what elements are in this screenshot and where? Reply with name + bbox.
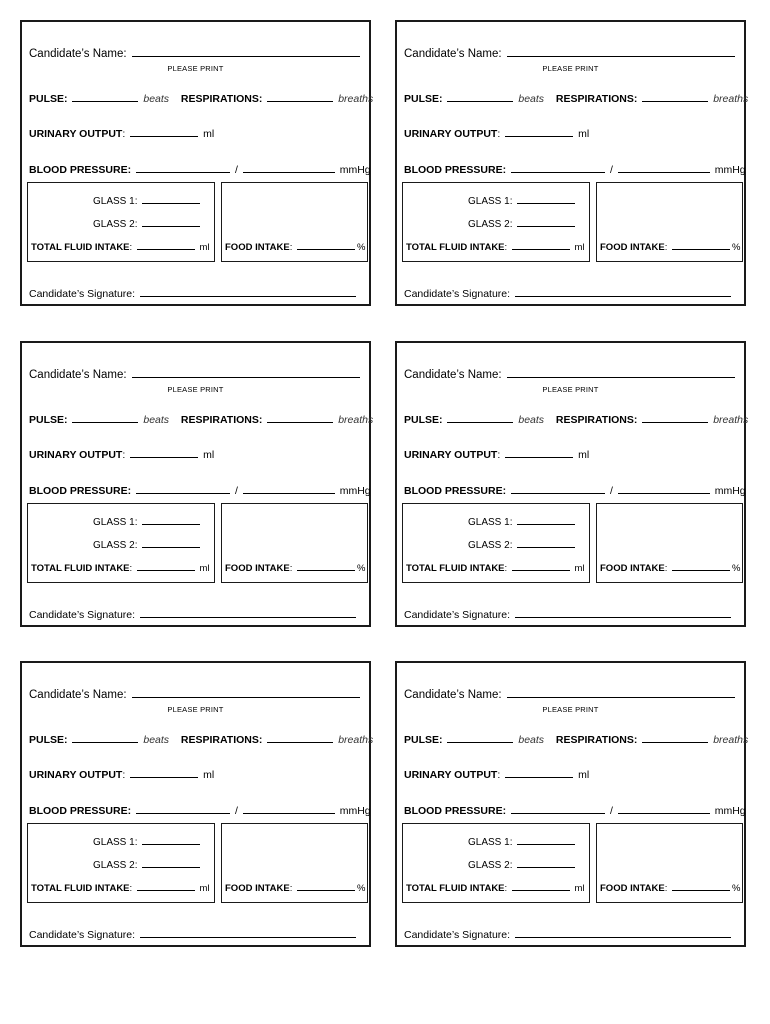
glass-2-field[interactable]: [142, 537, 200, 548]
signature-row: [404, 607, 738, 621]
pulse-field[interactable]: [447, 91, 513, 102]
total-fluid-label: TOTAL FLUID INTAKE: [31, 883, 130, 894]
pulse-field[interactable]: [447, 412, 513, 423]
urinary-colon: :: [497, 449, 501, 461]
respirations-label: RESPIRATIONS:: [555, 93, 638, 105]
food-intake-row: [600, 880, 740, 894]
urinary-colon: :: [497, 769, 501, 781]
candidate-name-field[interactable]: [507, 687, 735, 698]
food-intake-row: [225, 239, 365, 253]
pulse-respirations-row: [404, 91, 749, 105]
glass-1-row: [93, 834, 202, 848]
urinary-colon: :: [122, 128, 126, 140]
glass-1-label: GLASS 1:: [468, 837, 513, 848]
bp-slash: /: [234, 805, 238, 817]
mmhg-unit: mmHg: [714, 164, 746, 176]
glass-1-field[interactable]: [142, 514, 200, 525]
signature-field[interactable]: [515, 927, 731, 938]
food-intake-field[interactable]: [672, 239, 730, 250]
pulse-label: PULSE:: [29, 414, 68, 426]
beats-unit: beats: [518, 734, 545, 746]
percent-unit: %: [732, 563, 741, 574]
glass-2-field[interactable]: [517, 216, 575, 227]
urinary-output-field[interactable]: [130, 126, 198, 137]
candidate-name-label: Candidate’s Name:: [404, 369, 502, 381]
vitals-form-card: [395, 341, 749, 627]
total-fluid-field[interactable]: [137, 880, 195, 891]
systolic-field[interactable]: [511, 162, 605, 173]
glass-1-field[interactable]: [517, 834, 575, 845]
signature-field[interactable]: [140, 607, 356, 618]
urinary-colon: :: [122, 449, 126, 461]
total-fluid-row: [31, 880, 209, 894]
systolic-field[interactable]: [136, 803, 230, 814]
glass-2-row: [93, 537, 202, 551]
glass-1-row: [468, 514, 577, 528]
food-intake-colon: :: [289, 883, 293, 894]
urinary-output-label: URINARY OUTPUT: [29, 128, 123, 140]
please-print-note: PLEASE PRINT: [542, 385, 599, 394]
total-ml-unit: ml: [199, 883, 210, 894]
total-fluid-colon: :: [504, 563, 508, 574]
total-fluid-label: TOTAL FLUID INTAKE: [406, 563, 505, 574]
food-intake-box: [596, 182, 743, 262]
percent-unit: %: [357, 883, 366, 894]
blood-pressure-row: [29, 162, 371, 176]
fluid-intake-box: [402, 823, 590, 903]
pulse-field[interactable]: [72, 732, 138, 743]
candidate-name-label: Candidate’s Name:: [404, 48, 502, 60]
respirations-field[interactable]: [267, 412, 333, 423]
total-fluid-row: [406, 239, 584, 253]
food-intake-box: [596, 823, 743, 903]
signature-row: [404, 927, 738, 941]
urinary-output-label: URINARY OUTPUT: [29, 449, 123, 461]
signature-label: Candidate’s Signature:: [404, 288, 511, 300]
glass-1-label: GLASS 1:: [93, 837, 138, 848]
glass-2-row: [93, 216, 202, 230]
food-intake-box: [221, 503, 368, 583]
glass-2-row: [468, 857, 577, 871]
glass-2-label: GLASS 2:: [93, 540, 138, 551]
vitals-form-card: [395, 20, 749, 306]
respirations-label: RESPIRATIONS:: [180, 93, 263, 105]
glass-2-field[interactable]: [517, 857, 575, 868]
blood-pressure-label: BLOOD PRESSURE:: [29, 485, 132, 497]
total-fluid-row: [406, 880, 584, 894]
breaths-unit: breaths: [713, 734, 749, 746]
glass-1-label: GLASS 1:: [468, 517, 513, 528]
please-print-note: PLEASE PRINT: [167, 64, 224, 73]
glass-1-row: [93, 193, 202, 207]
glass-2-row: [93, 857, 202, 871]
food-intake-colon: :: [289, 563, 293, 574]
glass-1-label: GLASS 1:: [468, 196, 513, 207]
urinary-output-row: [404, 126, 738, 140]
candidate-name-label: Candidate’s Name:: [404, 689, 502, 701]
total-fluid-colon: :: [129, 563, 133, 574]
glass-1-row: [468, 193, 577, 207]
ml-unit: ml: [578, 449, 590, 461]
pulse-label: PULSE:: [29, 734, 68, 746]
signature-row: [29, 927, 363, 941]
blood-pressure-row: [29, 483, 371, 497]
pulse-field[interactable]: [447, 732, 513, 743]
fluid-intake-box: [27, 182, 215, 262]
food-intake-field[interactable]: [297, 880, 355, 891]
percent-unit: %: [357, 563, 366, 574]
blood-pressure-label: BLOOD PRESSURE:: [29, 164, 132, 176]
respirations-field[interactable]: [267, 91, 333, 102]
food-intake-field[interactable]: [672, 880, 730, 891]
urinary-output-field[interactable]: [130, 447, 198, 458]
please-print-note: PLEASE PRINT: [167, 705, 224, 714]
percent-unit: %: [357, 242, 366, 253]
pulse-respirations-row: [404, 732, 749, 746]
glass-1-field[interactable]: [142, 193, 200, 204]
food-intake-colon: :: [664, 563, 668, 574]
respirations-label: RESPIRATIONS:: [555, 414, 638, 426]
systolic-field[interactable]: [511, 483, 605, 494]
candidate-name-field[interactable]: [132, 367, 360, 378]
signature-field[interactable]: [140, 927, 356, 938]
vitals-form-card: [20, 661, 374, 947]
pulse-label: PULSE:: [404, 93, 443, 105]
urinary-output-field[interactable]: [505, 767, 573, 778]
food-intake-label: FOOD INTAKE: [225, 883, 290, 894]
systolic-field[interactable]: [136, 162, 230, 173]
urinary-output-label: URINARY OUTPUT: [404, 128, 498, 140]
fluid-intake-box: [27, 823, 215, 903]
percent-unit: %: [732, 883, 741, 894]
total-fluid-label: TOTAL FLUID INTAKE: [31, 242, 130, 253]
food-intake-field[interactable]: [297, 239, 355, 250]
candidate-name-field[interactable]: [507, 46, 735, 57]
urinary-output-field[interactable]: [505, 447, 573, 458]
total-fluid-field[interactable]: [512, 880, 570, 891]
total-fluid-colon: :: [129, 883, 133, 894]
candidate-name-field[interactable]: [132, 687, 360, 698]
bp-slash: /: [609, 485, 613, 497]
glass-2-label: GLASS 2:: [468, 860, 513, 871]
food-intake-row: [225, 560, 365, 574]
bp-slash: /: [609, 164, 613, 176]
food-intake-colon: :: [664, 883, 668, 894]
total-fluid-label: TOTAL FLUID INTAKE: [31, 563, 130, 574]
diastolic-field[interactable]: [618, 483, 710, 494]
respirations-label: RESPIRATIONS:: [180, 734, 263, 746]
vitals-form-card: [20, 20, 374, 306]
signature-label: Candidate’s Signature:: [404, 929, 511, 941]
food-intake-box: [221, 182, 368, 262]
respirations-field[interactable]: [642, 91, 708, 102]
glass-2-label: GLASS 2:: [468, 540, 513, 551]
food-intake-row: [600, 239, 740, 253]
candidate-name-row: [404, 367, 738, 381]
blood-pressure-label: BLOOD PRESSURE:: [404, 805, 507, 817]
urinary-output-row: [29, 447, 363, 461]
systolic-field[interactable]: [136, 483, 230, 494]
signature-row: [404, 286, 738, 300]
diastolic-field[interactable]: [618, 162, 710, 173]
candidate-name-label: Candidate’s Name:: [29, 369, 127, 381]
candidate-name-row: [29, 367, 363, 381]
ml-unit: ml: [203, 769, 215, 781]
fluid-intake-box: [402, 503, 590, 583]
please-print-note: PLEASE PRINT: [167, 385, 224, 394]
signature-row: [29, 286, 363, 300]
beats-unit: beats: [143, 93, 170, 105]
glass-1-label: GLASS 1:: [93, 517, 138, 528]
pulse-respirations-row: [404, 412, 749, 426]
total-ml-unit: ml: [199, 563, 210, 574]
fluid-intake-box: [27, 503, 215, 583]
diastolic-field[interactable]: [618, 803, 710, 814]
diastolic-field[interactable]: [243, 162, 335, 173]
pulse-label: PULSE:: [404, 414, 443, 426]
pulse-field[interactable]: [72, 412, 138, 423]
beats-unit: beats: [143, 734, 170, 746]
blood-pressure-label: BLOOD PRESSURE:: [404, 485, 507, 497]
ml-unit: ml: [203, 449, 215, 461]
total-fluid-colon: :: [129, 242, 133, 253]
diastolic-field[interactable]: [243, 803, 335, 814]
food-intake-label: FOOD INTAKE: [600, 563, 665, 574]
bp-slash: /: [234, 164, 238, 176]
food-intake-field[interactable]: [297, 560, 355, 571]
breaths-unit: breaths: [713, 93, 749, 105]
signature-field[interactable]: [515, 607, 731, 618]
respirations-label: RESPIRATIONS:: [180, 414, 263, 426]
beats-unit: beats: [518, 93, 545, 105]
food-intake-label: FOOD INTAKE: [225, 563, 290, 574]
candidate-name-row: [29, 46, 363, 60]
breaths-unit: breaths: [338, 734, 374, 746]
pulse-respirations-row: [29, 412, 374, 426]
glass-1-row: [468, 834, 577, 848]
bp-slash: /: [609, 805, 613, 817]
glass-2-label: GLASS 2:: [93, 219, 138, 230]
please-print-note: PLEASE PRINT: [542, 64, 599, 73]
mmhg-unit: mmHg: [339, 805, 371, 817]
urinary-output-label: URINARY OUTPUT: [29, 769, 123, 781]
food-intake-label: FOOD INTAKE: [600, 242, 665, 253]
breaths-unit: breaths: [338, 93, 374, 105]
urinary-output-row: [29, 767, 363, 781]
urinary-colon: :: [122, 769, 126, 781]
blood-pressure-row: [29, 803, 371, 817]
total-fluid-row: [31, 560, 209, 574]
ml-unit: ml: [578, 128, 590, 140]
mmhg-unit: mmHg: [714, 485, 746, 497]
food-intake-row: [600, 560, 740, 574]
total-fluid-row: [406, 560, 584, 574]
glass-2-field[interactable]: [517, 537, 575, 548]
mmhg-unit: mmHg: [714, 805, 746, 817]
food-intake-box: [221, 823, 368, 903]
beats-unit: beats: [518, 414, 545, 426]
total-fluid-colon: :: [504, 242, 508, 253]
urinary-output-field[interactable]: [130, 767, 198, 778]
percent-unit: %: [732, 242, 741, 253]
candidate-name-row: [404, 46, 738, 60]
candidate-name-label: Candidate’s Name:: [29, 689, 127, 701]
beats-unit: beats: [143, 414, 170, 426]
pulse-field[interactable]: [72, 91, 138, 102]
vitals-form-card: [395, 661, 749, 947]
ml-unit: ml: [578, 769, 590, 781]
glass-1-field[interactable]: [142, 834, 200, 845]
total-ml-unit: ml: [574, 883, 585, 894]
urinary-output-label: URINARY OUTPUT: [404, 769, 498, 781]
total-fluid-row: [31, 239, 209, 253]
food-intake-box: [596, 503, 743, 583]
signature-field[interactable]: [140, 286, 356, 297]
mmhg-unit: mmHg: [339, 485, 371, 497]
total-fluid-label: TOTAL FLUID INTAKE: [406, 883, 505, 894]
pulse-label: PULSE:: [404, 734, 443, 746]
glass-1-field[interactable]: [517, 193, 575, 204]
glass-2-field[interactable]: [142, 857, 200, 868]
respirations-field[interactable]: [642, 412, 708, 423]
pulse-respirations-row: [29, 91, 374, 105]
respirations-field[interactable]: [642, 732, 708, 743]
urinary-output-row: [404, 447, 738, 461]
glass-1-row: [93, 514, 202, 528]
glass-1-field[interactable]: [517, 514, 575, 525]
blood-pressure-row: [404, 483, 746, 497]
food-intake-colon: :: [664, 242, 668, 253]
urinary-output-label: URINARY OUTPUT: [404, 449, 498, 461]
urinary-colon: :: [497, 128, 501, 140]
blood-pressure-label: BLOOD PRESSURE:: [29, 805, 132, 817]
mmhg-unit: mmHg: [339, 164, 371, 176]
signature-label: Candidate’s Signature:: [404, 609, 511, 621]
please-print-note: PLEASE PRINT: [542, 705, 599, 714]
respirations-field[interactable]: [267, 732, 333, 743]
urinary-output-field[interactable]: [505, 126, 573, 137]
glass-2-label: GLASS 2:: [468, 219, 513, 230]
total-ml-unit: ml: [574, 563, 585, 574]
ml-unit: ml: [203, 128, 215, 140]
total-fluid-colon: :: [504, 883, 508, 894]
vitals-form-card: [20, 341, 374, 627]
bp-slash: /: [234, 485, 238, 497]
signature-label: Candidate’s Signature:: [29, 288, 136, 300]
food-intake-label: FOOD INTAKE: [600, 883, 665, 894]
breaths-unit: breaths: [713, 414, 749, 426]
candidate-name-row: [29, 687, 363, 701]
fluid-intake-box: [402, 182, 590, 262]
total-ml-unit: ml: [574, 242, 585, 253]
total-fluid-field[interactable]: [137, 239, 195, 250]
glass-2-field[interactable]: [142, 216, 200, 227]
candidate-name-row: [404, 687, 738, 701]
food-intake-colon: :: [289, 242, 293, 253]
pulse-label: PULSE:: [29, 93, 68, 105]
candidate-name-label: Candidate’s Name:: [29, 48, 127, 60]
signature-field[interactable]: [515, 286, 731, 297]
glass-2-label: GLASS 2:: [93, 860, 138, 871]
signature-label: Candidate’s Signature:: [29, 929, 136, 941]
food-intake-row: [225, 880, 365, 894]
signature-row: [29, 607, 363, 621]
food-intake-field[interactable]: [672, 560, 730, 571]
food-intake-label: FOOD INTAKE: [225, 242, 290, 253]
blood-pressure-row: [404, 803, 746, 817]
total-ml-unit: ml: [199, 242, 210, 253]
signature-label: Candidate’s Signature:: [29, 609, 136, 621]
total-fluid-label: TOTAL FLUID INTAKE: [406, 242, 505, 253]
candidate-name-field[interactable]: [507, 367, 735, 378]
glass-2-row: [468, 216, 577, 230]
glass-2-row: [468, 537, 577, 551]
blood-pressure-row: [404, 162, 746, 176]
glass-1-label: GLASS 1:: [93, 196, 138, 207]
urinary-output-row: [404, 767, 738, 781]
pulse-respirations-row: [29, 732, 374, 746]
blood-pressure-label: BLOOD PRESSURE:: [404, 164, 507, 176]
candidate-name-field[interactable]: [132, 46, 360, 57]
total-fluid-field[interactable]: [137, 560, 195, 571]
total-fluid-field[interactable]: [512, 560, 570, 571]
systolic-field[interactable]: [511, 803, 605, 814]
respirations-label: RESPIRATIONS:: [555, 734, 638, 746]
diastolic-field[interactable]: [243, 483, 335, 494]
urinary-output-row: [29, 126, 363, 140]
breaths-unit: breaths: [338, 414, 374, 426]
total-fluid-field[interactable]: [512, 239, 570, 250]
